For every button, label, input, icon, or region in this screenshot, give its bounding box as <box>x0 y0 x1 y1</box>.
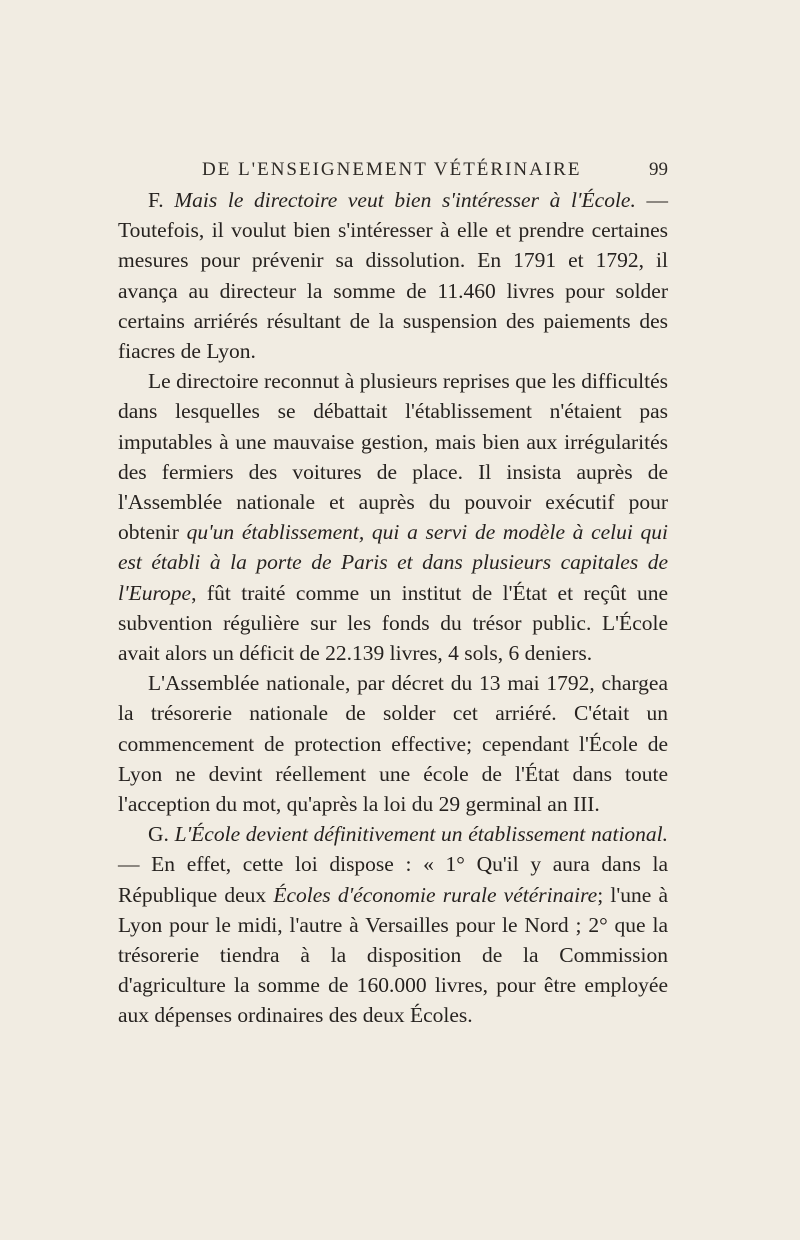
section-g-paragraph <box>118 819 668 1030</box>
section-g-heading: L'École devient définitivement un établissement national. <box>174 822 669 847</box>
paragraph-directoire-before: Le directoire reconnut à plusieurs reprises que les difficultés dans lesquelles se débattait l'établissement n'étaient pas imputables à une mauvaise gestion, mais bien aux irrégularités des fermiers des voitures de place. Il insista auprès de l'Assemblée nationale et auprès du pouvoir exécutif pour obtenir <box>118 369 668 545</box>
paragraph-directoire-quote: qu'un établissement, qui a servi de modèle à celui qui est établi à la porte de Paris et dans plusieurs capitales de l'Europe <box>118 520 669 605</box>
section-g-label: G. <box>148 822 169 847</box>
paragraph-assemblee: L'Assemblée nationale, par décret du 13 mai 1792, chargea la trésorerie nationale de solder cet arriéré. C'était un commencement de protection effective; cependant l'École de Lyon ne devint réellement une école de l'État dans toute l'acception du mot, qu'après la loi du 29 germinal an III. <box>118 671 668 817</box>
section-f-heading: Mais le directoire veut bien s'intéresser à l'École. <box>174 188 636 212</box>
section-g-italic: Écoles d'économie rurale vétérinaire <box>273 882 598 907</box>
running-head-title: DE L'ENSEIGNEMENT VÉTÉRINAIRE <box>202 159 582 180</box>
running-head <box>118 155 668 185</box>
paragraph-directoire-after: , fût traité comme un institut de l'État et reçût une subvention régulière sur les fonds du trésor public. L'École avait alors un déficit de 22.139 livres, 4 sols, 6 deniers. <box>118 580 668 666</box>
body-text <box>118 185 668 1031</box>
section-f-text: Toutefois, il voulut bien s'intéresser à elle et prendre certaines mesures pour prévenir sa dissolution. En 1791 et 1792, il avança au directeur la somme de 11.460 livres pour solder certains arriérés résultant de la suspension des paiements des fiacres de Lyon. <box>118 218 668 364</box>
section-g-text-2: ; l'une à Lyon pour le midi, l'autre à Versailles pour le Nord ; 2° que la trésorerie tiendra à la disposition de la Commission d'agriculture la somme de 160.000 livres, pour être employée aux dépenses ordinaires des deux Écoles. <box>118 882 669 1028</box>
section-f-paragraph <box>118 185 668 366</box>
page-number: 99 <box>649 159 668 180</box>
section-f-label: F. <box>148 188 164 212</box>
section-f-dash: — <box>635 188 668 212</box>
section-g-text-1: — En effet, cette loi dispose : « 1° Qu'il y aura dans la République deux <box>118 852 668 907</box>
paragraph-directoire <box>118 366 668 668</box>
